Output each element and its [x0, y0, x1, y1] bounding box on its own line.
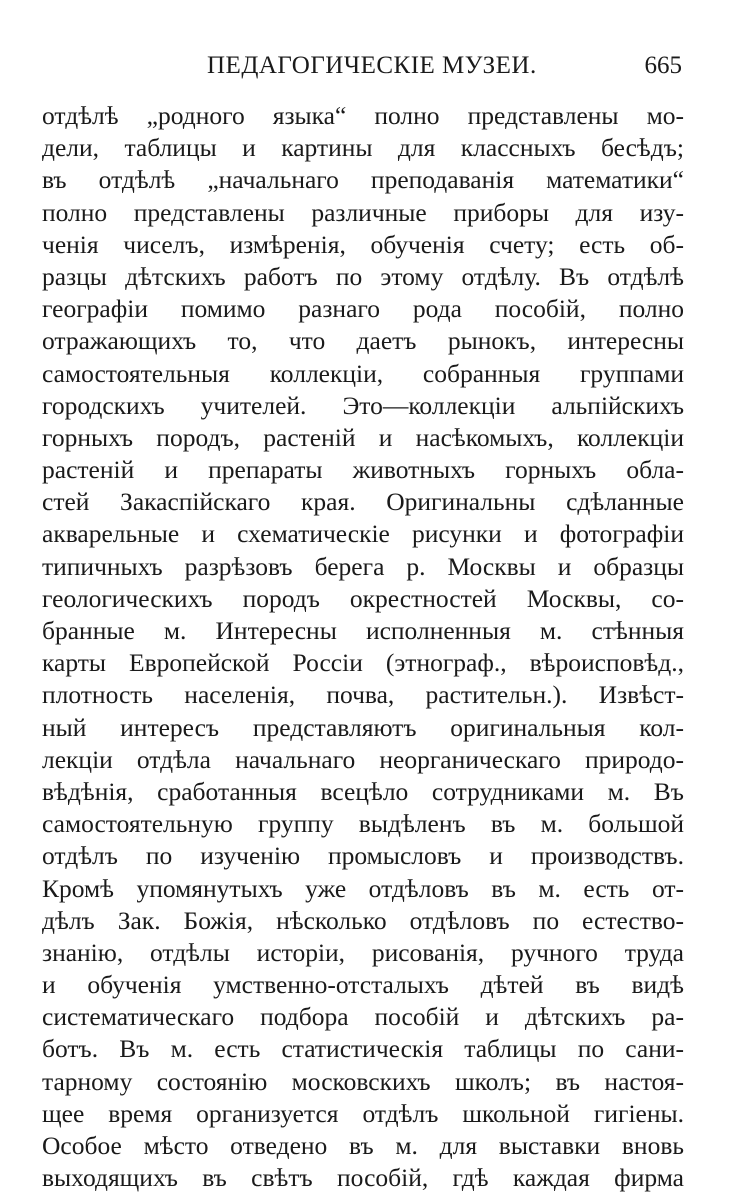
- text-line: полно представлены различные приборы для изу-: [42, 197, 684, 227]
- text-line: Особое мѣсто отведено въ м. для выставки вновь: [42, 1131, 684, 1160]
- text-line: въ отдѣлѣ „начальнаго преподаванія математики“: [42, 165, 684, 195]
- page-header: [42, 52, 682, 92]
- text-line: ботъ. Въ м. есть статистическія таблицы по сани-: [42, 1034, 684, 1064]
- text-line: отражающихъ то, что даетъ рынокъ, интересны: [42, 326, 684, 356]
- running-title: ПЕДАГОГИЧЕСКІЕ МУЗЕИ.: [207, 52, 537, 79]
- text-line: самостоятельную группу выдѣленъ въ м. большой: [42, 809, 684, 839]
- text-line: отдѣлъ по изученію промысловъ и производствъ.: [42, 841, 684, 871]
- text-line: карты Европейской Россіи (этнограф., вѣроисповѣд.,: [42, 648, 684, 678]
- text-line: акварельные и схематическіе рисунки и фотографіи: [42, 519, 684, 549]
- text-line: тарному состоянію московскихъ школъ; въ настоя-: [42, 1066, 684, 1096]
- body-text: [42, 100, 684, 1194]
- page-number: 665: [644, 52, 682, 79]
- text-line: бранные м. Интересны исполненныя м. стѣнныя: [42, 616, 684, 645]
- text-line: лекціи отдѣла начальнаго неорганическаго природо-: [42, 744, 684, 774]
- text-line: ный интересъ представляютъ оригинальныя кол-: [42, 712, 684, 742]
- text-line: и обученія умственно-отсталыхъ дѣтей въ видѣ: [42, 970, 684, 1000]
- text-line: щее время организуется отдѣлъ школьной гигіены.: [42, 1098, 684, 1128]
- text-line: геологическихъ породъ окрестностей Москвы, со-: [42, 583, 684, 613]
- text-line: самостоятельныя коллекціи, собранныя группами: [42, 358, 684, 388]
- text-line: растеній и препараты животныхъ горныхъ обла-: [42, 455, 684, 485]
- text-line: знанію, отдѣлы исторіи, рисованія, ручного труда: [42, 937, 684, 967]
- text-line: Кромѣ упомянутыхъ уже отдѣловъ въ м. есть от-: [42, 873, 684, 903]
- text-line: дели, таблицы и картины для классныхъ бесѣдъ;: [42, 133, 684, 163]
- text-line: стей Закаспійскаго края. Оригинальны сдѣланные: [42, 487, 684, 517]
- text-line: плотность населенія, почва, растительн.). Извѣст-: [42, 680, 684, 710]
- text-line: городскихъ учителей. Это—коллекціи альпійскихъ: [42, 390, 684, 420]
- text-line: горныхъ породъ, растеній и насѣкомыхъ, коллекціи: [42, 422, 684, 452]
- text-line: выходящихъ въ свѣтъ пособій, гдѣ каждая фирма: [42, 1163, 684, 1193]
- text-line: географіи помимо разнаго рода пособій, полно: [42, 294, 684, 324]
- text-line: отдѣлѣ „родного языка“ полно представлены мо-: [42, 101, 684, 130]
- text-line: дѣлъ Зак. Божія, нѣсколько отдѣловъ по естество-: [42, 905, 684, 935]
- text-line: разцы дѣтскихъ работъ по этому отдѣлу. Въ отдѣлѣ: [42, 261, 684, 291]
- text-line: ченія чиселъ, измѣренія, обученія счету; есть об-: [42, 229, 684, 259]
- text-line: систематическаго подбора пособій и дѣтскихъ ра-: [42, 1002, 684, 1032]
- text-line: вѣдѣнія, сработанныя всецѣло сотрудниками м. Въ: [42, 776, 684, 806]
- text-line: типичныхъ разрѣзовъ берега р. Москвы и образцы: [42, 551, 684, 581]
